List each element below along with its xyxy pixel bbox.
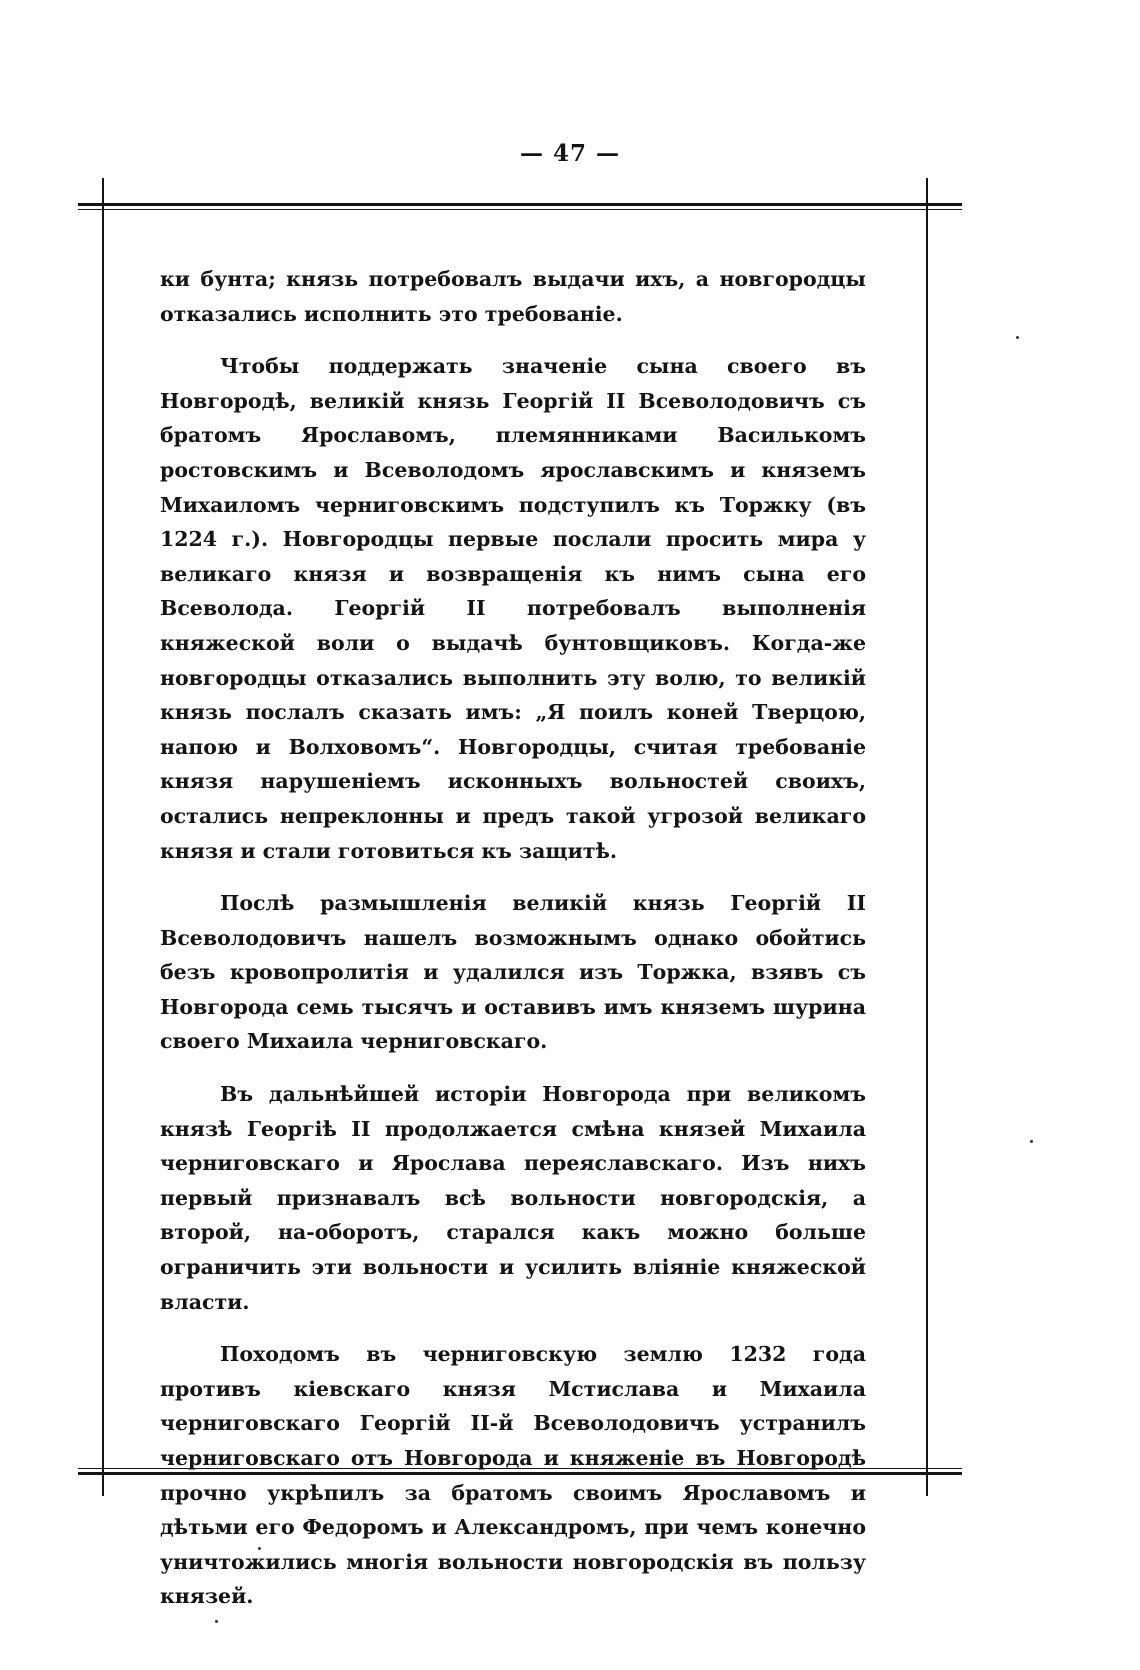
paragraph-continuation: ки бунта; князь потребовалъ выдачи ихъ, а новгородцы отказались исполнить это требованіе. [160, 267, 866, 326]
paragraph-chernigov-campaign: Походомъ въ черниговскую землю 1232 года противъ кіевскаго князя Мстислава и Михаила черниговскаго Георгій II-й Всеволодовичъ устранилъ черниговскаго отъ Новгорода и княженіе въ Новгородѣ прочно укрѣпилъ за братомъ своимъ Ярославомъ и дѣтьми его Федоромъ и Александромъ, при чемъ конечно уничтожились многія вольности новгородскія въ пользу князей. [160, 1342, 866, 1609]
paragraph-siege-of-torzhok: Чтобы поддержать значеніе сына своего въ Новгородѣ, великій князь Георгій II Всеволодовичъ съ братомъ Ярославомъ, племянниками Василькомъ ростовскимъ и Всеволодомъ ярославскимъ и княземъ Михаиломъ черниговскимъ подступилъ къ Торжку (въ 1224 г.). Новгородцы первые послали просить мира у великаго князя и возвращенія къ нимъ сына его Всеволода. Георгій II потребовалъ выполненія княжеской воли о выдачѣ бунтовщиковъ. Когда-же новгородцы отказались выполнить эту волю, то великій князь послалъ сказать имъ: „Я поилъ коней Тверцою, напою и Волховомъ“. Новгородцы, считая требованіе князя нарушеніемъ исконныхъ вольностей своихъ, остались непреклонны и предъ такой угрозой великаго князя и стали готовиться къ защитѣ. [160, 354, 866, 863]
right-frame-line [926, 178, 928, 1496]
body-text [160, 262, 866, 1632]
scan-speck [1016, 336, 1019, 339]
paragraph-princes-succession: Въ дальнѣйшей исторіи Новгорода при великомъ князѣ Георгіѣ II продолжается смѣна князей Михаила черниговскаго и Ярослава переяславскаго. Изъ нихъ первый признавалъ всѣ вольности новгородскія, а второй, на-оборотъ, старался какъ можно больше ограничить эти вольности и усилить вліяніе княжеской власти. [160, 1082, 866, 1314]
page-number: — 47 — [519, 140, 621, 167]
paragraph-withdrawal: Послѣ размышленія великій князь Георгій II Всеволодовичъ нашелъ возможнымъ однако обойтись безъ кровопролитія и удалился изъ Торжка, взявъ съ Новгорода семь тысячъ и оставивъ имъ княземъ шурина своего Михаила черниговскаго. [160, 891, 866, 1054]
top-rule [78, 203, 962, 206]
scan-speck [258, 1547, 261, 1550]
top-rule-thin [78, 209, 962, 210]
left-frame-line [102, 178, 104, 1496]
scan-speck [215, 1620, 218, 1623]
scan-speck [1030, 1140, 1033, 1143]
